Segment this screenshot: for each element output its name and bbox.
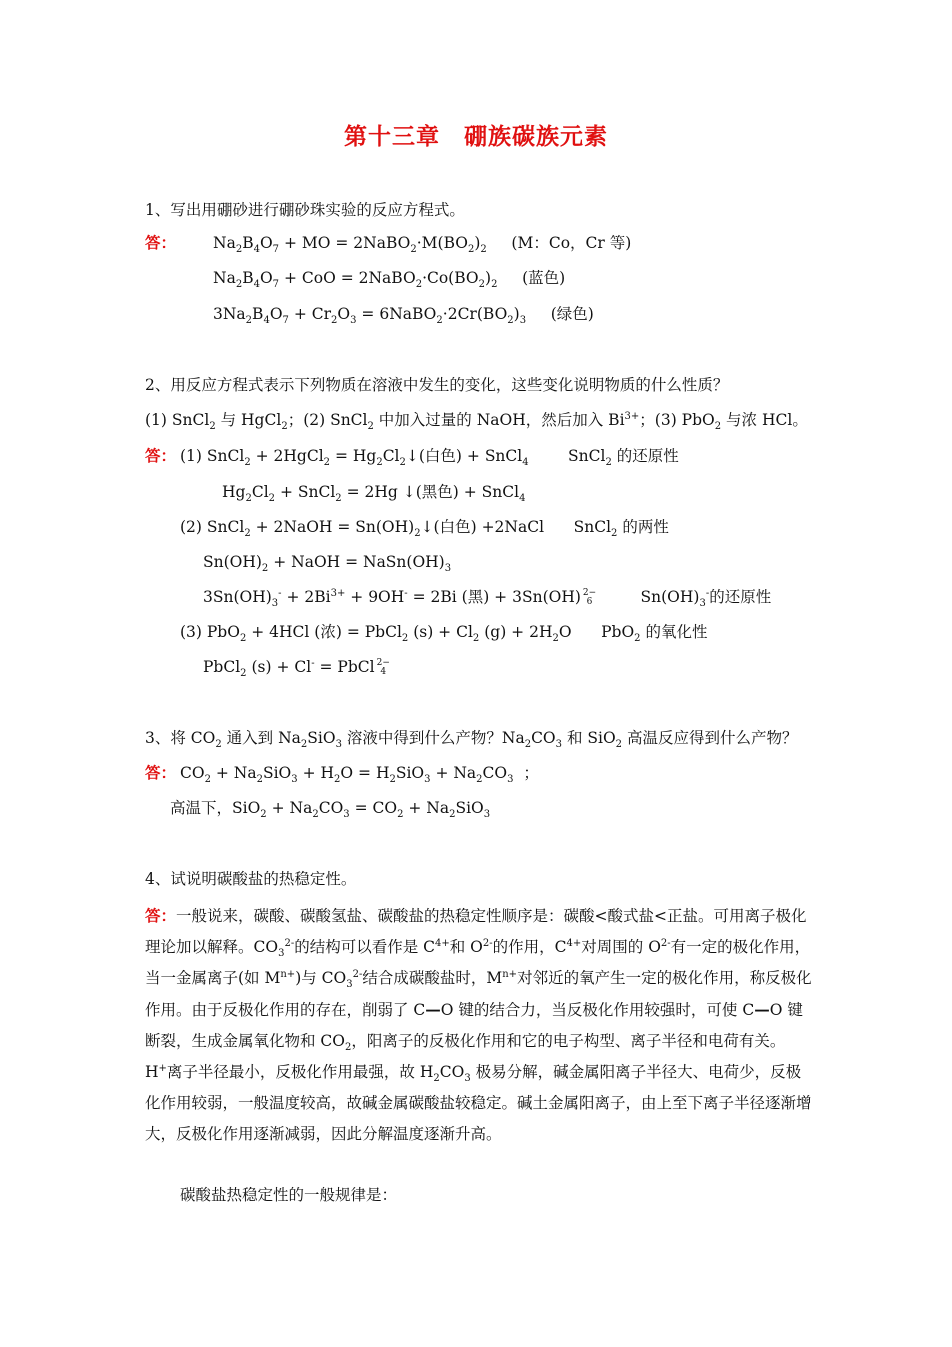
equation-2-1: (1) SnCl$_2$ + 2HgCl$_2$ = $Hg_2Cl_2↓$(白色) + SnCl$_4$ SnCl$_2$ 的还原性 (180, 447, 679, 469)
question-2-items: (1) SnCl$_2$ 与 HgCl$_2$；(2) SnCl$_2$ 中加入过量的 NaOH，然后加入 $Bi^{3+}$；(3) PbO$_2$ 与浓 HCl。 (145, 410, 808, 433)
answer-4-paragraph: 答：一般说来，碳酸、碳酸氢盐、碳酸盐的热稳定性顺序是：碳酸<酸式盐<正盐。可用离子极化理论加以解释。$CO_3^{2-}$的结构可以看作是 $C^{4+}$和 $O^{2-}$的作用，$C^{4+}$对周围的 $O^{2-}$有一定的极化作用，当一金属离子(如 $M^{n+}$)与 $CO_3^{2-}$结合成碳酸盐时，$M^{n+}$对邻近的氧产生一定的极化作用，称反极化作用。由于反极化作用的存在，削弱了 C—O 键的结合力，当反极化作用较强时，可使 C—O 键断裂，生成金属氧化物和 $CO_2$，阳离子的反极化作用和它的电子构型、离子半径和电荷有关。H+离子半径最小，反极化作用最强，故 $H_2CO_3$ 极易分解，碱金属阳离子半径大、电荷少，反极化作用较弱，一般温度较高，故碱金属碳酸盐较稳定。碱土金属阳离子，由上至下离子半径逐渐增大，反极化作用逐渐减弱，因此分解温度逐渐升高。 (145, 906, 812, 1143)
question-1: 1、写出用硼砂进行硼砂珠实验的反应方程式。 (145, 201, 465, 219)
answer-label: 答： (145, 233, 177, 252)
equation-2-7: PbCl$_2$ (s) + Cl- = PbCl 2− 4 (203, 657, 390, 680)
equation-2-4: $Sn(OH)_2$ + NaOH = $NaSn(OH)_3$ (203, 553, 452, 575)
question-3: 3、将 $CO_2$ 通入到 $Na_2SiO_3$ 溶液中得到什么产物？$Na_2CO_3$ 和 SiO$_2$ 高温反应得到什么产物？ (145, 729, 798, 751)
question-2: 2、用反应方程式表示下列物质在溶液中发生的变化，这些变化说明物质的什么性质？ (145, 376, 729, 394)
equation-2-3: (2) SnCl$_2$ + 2NaOH = $Sn(OH)_2↓$(白色) +2NaCl SnCl$_2$ 的两性 (180, 518, 669, 540)
equation-3-2: 高温下，$SiO_2 + Na_2CO_3 = CO_2 + Na_2SiO_3$ (170, 799, 491, 821)
answer-label: 答： (145, 763, 177, 782)
equation-3-1: $CO_2 + Na_2SiO_3 + H_2O = H_2SiO_3 + Na_2CO_3$ ； (180, 764, 539, 786)
equation-1-3: $3Na_2B_4O_7 + Cr_2O_3$ = $6NaBO_2\cdot 2Cr(BO_2)_3$ (绿色) (213, 305, 594, 327)
equation-1-1: $Na_2B_4O_7$ + MO = $2NaBO_2\cdot M(BO_2)_2$ (M：Co，Cr 等) (213, 234, 632, 256)
answer-label: 答： (145, 446, 177, 465)
page-title: 第十三章 硼族碳族元素 (344, 123, 608, 150)
equation-2-2: $Hg_2Cl_2$ + SnCl$_2$ = 2Hg ↓(黑色) + SnCl$_4$ (222, 483, 526, 505)
question-4: 4、试说明碳酸盐的热稳定性。 (145, 870, 357, 888)
answer-label: 答： (145, 906, 177, 925)
equation-2-5: $3Sn(OH)_3^- + 2Bi^{3+} + 9OH^- = 2Bi$ (黑) + 3Sn(OH) 2− 6 $Sn(OH)_3^-$的还原性 (203, 587, 772, 610)
equation-2-6: (3) PbO$_2$ + 4HCl (浓) = PbCl$_2$ $(s) + Cl_2$ $(g) + 2H_2O$ PbO$_2$ 的氧化性 (180, 623, 708, 645)
equation-1-2: $Na_2B_4O_7$ + CoO = $2NaBO_2\cdot Co(BO_2)_2$ (蓝色) (213, 269, 566, 291)
answer-4-last-line: 碳酸盐热稳定性的一般规律是： (180, 1186, 398, 1204)
